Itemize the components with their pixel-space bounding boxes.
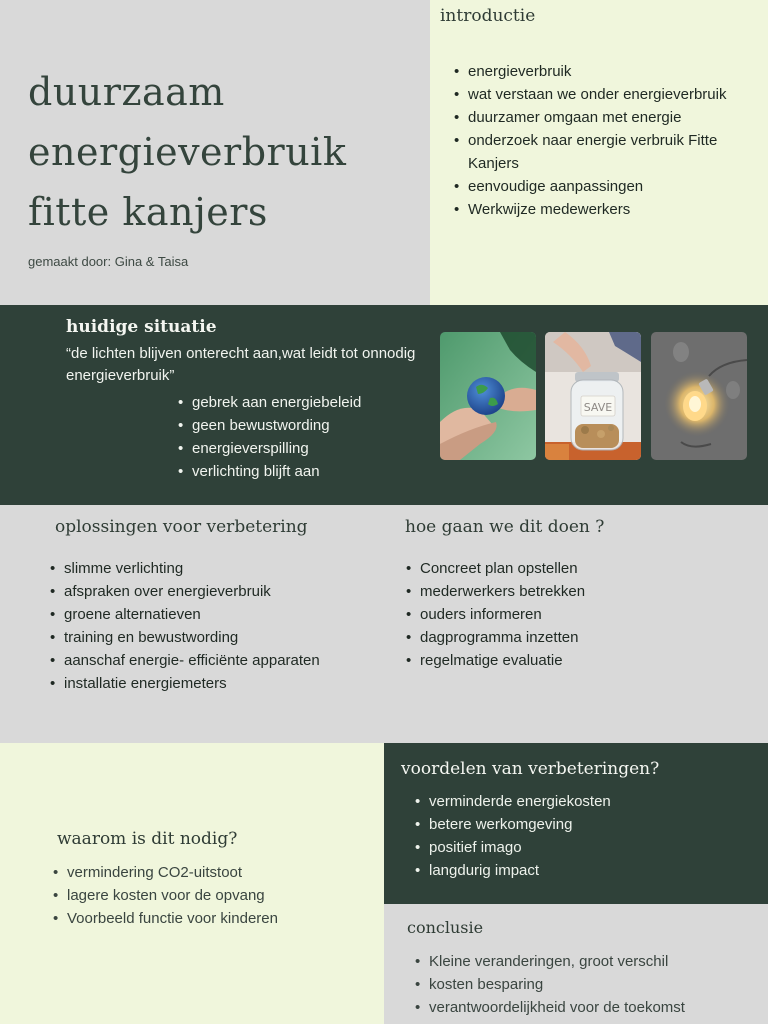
situation-quote: “de lichten blijven onterecht aan,wat leidt tot onnodig energieverbruik” <box>66 345 416 384</box>
list-item: • dagprogramma inzetten <box>406 626 746 649</box>
why-heading: waarom is dit nodig? <box>57 829 238 849</box>
conclusion-heading: conclusie <box>407 918 484 937</box>
list-item: • betere werkomgeving <box>415 813 755 836</box>
list-item: • verminderde energiekosten <box>415 790 755 813</box>
list-item: • onderzoek naar energie verbruik Fitte Kanjers <box>454 129 764 175</box>
list-item: • Werkwijze medewerkers <box>454 198 764 221</box>
title-line-3: fitte kanjers <box>28 190 268 234</box>
intro-heading: introductie <box>440 6 536 26</box>
list-item: • afspraken over energieverbruik <box>50 580 380 603</box>
save-jar-photo <box>545 332 641 460</box>
list-item: • ouders informeren <box>406 603 746 626</box>
situation-panel <box>0 305 768 505</box>
solutions-panel <box>0 505 768 743</box>
list-item: • verantwoordelijkheid voor de toekomst <box>415 996 760 1019</box>
intro-panel <box>430 0 768 305</box>
list-item: • eenvoudige aanpassingen <box>454 175 764 198</box>
list-item: • kosten besparing <box>415 973 760 996</box>
list-item: • lagere kosten voor de opvang <box>53 884 373 907</box>
list-item: • vermindering CO2-uitstoot <box>53 861 373 884</box>
intro-list <box>454 60 764 221</box>
solutions-heading: oplossingen voor verbetering <box>55 517 308 537</box>
benefits-panel <box>384 743 768 904</box>
list-item: • aanschaf energie- efficiënte apparaten <box>50 649 380 672</box>
list-item: • Kleine veranderingen, groot verschil <box>415 950 760 973</box>
list-item: • wat verstaan we onder energieverbruik <box>454 83 764 106</box>
benefits-heading: voordelen van verbeteringen? <box>401 759 660 779</box>
benefits-list <box>415 790 755 882</box>
title-line-1: duurzaam <box>28 70 225 114</box>
list-item: • energieverbruik <box>454 60 764 83</box>
light-bulb-icon <box>651 332 747 460</box>
earth-in-hands-photo <box>440 332 536 460</box>
solutions-list <box>50 557 380 695</box>
list-item: • Voorbeeld functie voor kinderen <box>53 907 373 930</box>
why-panel <box>0 743 384 1024</box>
earth-icon <box>440 332 536 460</box>
page-title <box>28 62 428 242</box>
situation-list <box>178 391 418 483</box>
list-item: • groene alternatieven <box>50 603 380 626</box>
why-list <box>53 861 373 930</box>
conclusion-list <box>415 950 760 1019</box>
list-item: • langdurig impact <box>415 859 755 882</box>
list-item: • Concreet plan opstellen <box>406 557 746 580</box>
list-item: • energieverspilling <box>178 437 418 460</box>
light-bulb-photo <box>651 332 747 460</box>
situation-heading: huidige situatie <box>66 317 217 337</box>
list-item: • duurzamer omgaan met energie <box>454 106 764 129</box>
list-item: • gebrek aan energiebeleid <box>178 391 418 414</box>
how-heading: hoe gaan we dit doen ? <box>405 517 605 537</box>
list-item: • positief imago <box>415 836 755 859</box>
list-item: • slimme verlichting <box>50 557 380 580</box>
list-item: • verlichting blijft aan <box>178 460 418 483</box>
title-panel <box>0 0 430 305</box>
conclusion-panel <box>384 904 768 1024</box>
title-line-2: energieverbruik <box>28 130 347 174</box>
list-item: • installatie energiemeters <box>50 672 380 695</box>
author-credit: gemaakt door: Gina & Taisa <box>28 254 189 269</box>
savings-jar-icon <box>545 332 641 460</box>
list-item: • mederwerkers betrekken <box>406 580 746 603</box>
jar-label: SAVE <box>583 401 613 414</box>
list-item: • regelmatige evaluatie <box>406 649 746 672</box>
list-item: • geen bewustwording <box>178 414 418 437</box>
how-list <box>406 557 746 672</box>
list-item: • training en bewustwording <box>50 626 380 649</box>
